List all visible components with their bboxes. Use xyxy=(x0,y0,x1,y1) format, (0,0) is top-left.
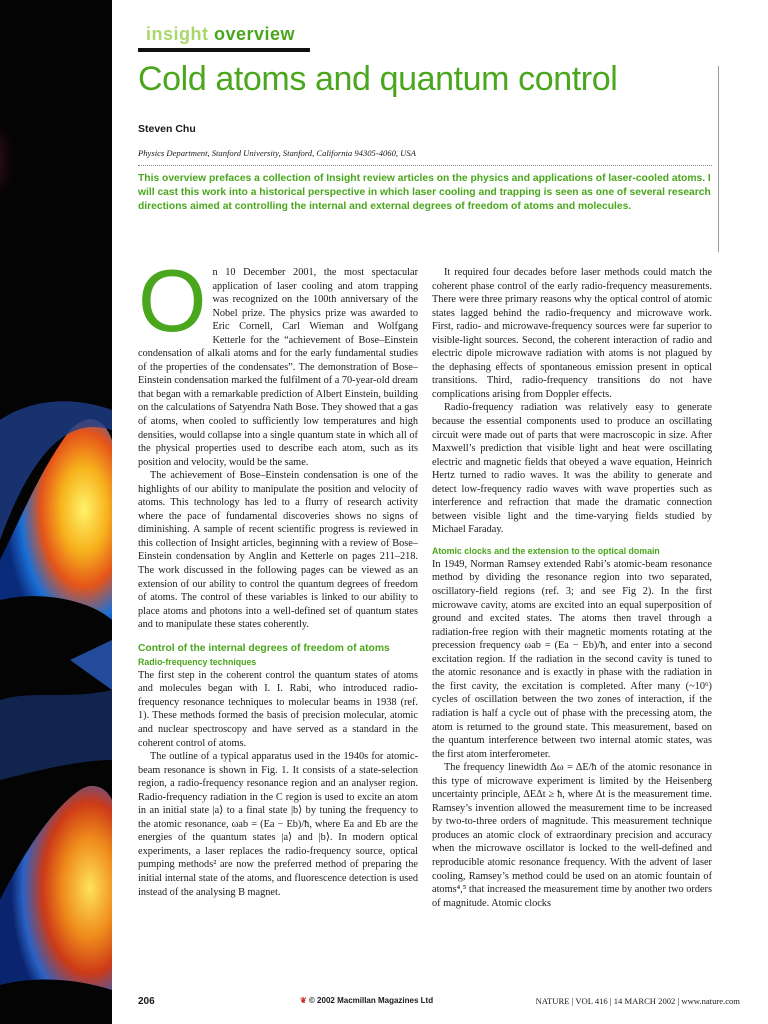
copyright-line xyxy=(300,996,433,1005)
section-heading: Control of the internal degrees of freedom of atoms xyxy=(138,642,390,654)
subsection-heading: Radio-frequency techniques xyxy=(138,656,257,667)
paragraph: The achievement of Bose–Einstein condensation is one of the highlights of our ability to manipulate the position and velocity of atoms. This technology has led to a flurry of research activity where the pace of fundamental discoveries shows no signs of diminishing. A sample of recent scientific progress is reviewed in this collection of Insight articles, beginning with a review of Bose–Einstein condensation by Anglin and Ketterle on pages 211–218. The work discussed in the following pages can be viewed as an extension of our ability to control the quantum degrees of freedom of atoms. The control of these variables is linked to our ability to place atoms and photons into a well-defined set of quantum states and to manipulate these states coherently. xyxy=(138,470,418,631)
paragraph: The outline of a typical apparatus used in the 1940s for atomic-beam resonance is shown in Fig. 1. It consists of a state-selection region, a radio-frequency resonance region and an analyser region. Radio-frequency radiation in the C region is used to excite an atom in an initial state |a⟩ to a final state |b⟩ by tuning the frequency to the atomic resonance, ωab = (Ea − Eb)/ħ, where Ea and Eb are the energies of the quantum states |a⟩ and |b⟩. In modern optical experiments, a laser replaces the radio-frequency source, optical pumping methods² are now the preferred method of preparing the initial internal state of the atoms, and fluorescence detection is used instead of the analysing B magnet. xyxy=(138,751,418,898)
author-affiliation: Physics Department, Stanford University, Stanford, California 94305-4060, USA xyxy=(138,148,416,158)
paragraph: The first step in the coherent control the quantum states of atoms and molecules began with I. I. Rabi, who introduced radio-frequency resonance techniques to molecular beams in 1938 (ref. 1). These methods formed the basis of precision molecular, atomic and nuclear spectroscopy and have served as a standard in the coherent control of atoms. xyxy=(138,669,418,749)
section-kicker xyxy=(146,24,295,45)
paragraph: The frequency linewidth Δω = ΔE/ħ of the atomic resonance in this type of microwave experiment is limited by the Heisenberg uncertainty principle, ΔEΔt ≥ ħ, where Δt is the measurement time. Ramsey’s invention allowed the measurement time to be increased by two-to-three orders of magnitude. This measurement technique produces an atomic clock of extraordinary precision and accuracy when the microwave oscillator is locked to the well-defined and reproducible atomic resonance frequency. With the advent of laser cooling, Ramsey’s method could be used on an atomic fountain of atoms⁴,⁵ that increased the measurement time by another two orders of magnitude. Atomic clocks xyxy=(432,762,712,909)
paragraph: n 10 December 2001, the most spectacular application of laser cooling and atom trapping was recognized on the 100th anniversary of the Nobel prize. The physics prize was awarded to Eric Cornell, Carl Wieman and Wolfgang Ketterle for the “achievement of Bose–Einstein condensation of alkali atoms and for the early fundamental studies of the properties of the condensates”. The demonstration of Bose–Einstein condensation marked the fulfilment of a 70-year-old dream that began with a remarkable prediction of Albert Einstein, building on the calculations of Satyendra Nath Bose. They showed that a gas of atoms, when cooled to sufficiently low temperatures and high densities, would collapse into a single quantum state in which all of the physical properties used to describe each atom, such as its position and velocity, would be the same. xyxy=(138,267,419,468)
page-number: 206 xyxy=(138,996,155,1007)
paragraph: In 1949, Norman Ramsey extended Rabi’s atomic-beam resonance method by dividing the resonance region into two separated, oscillatory-field regions (ref. 3; and see Fig 2). In the first microwave cavity, atoms are excited into an equal superposition of ground and excited states. The atoms then travel through a radiation-free region with their magnetic moments rotating at the precession frequency ωab = (Ea − Eb)/ħ, and enter into a second excitation region. If the radiation in the second cavity is tuned to the atomic resonance and is exactly in phase with the radiation in the first cavity, the excitation is completed. After many (~10⁶) cycles of oscillation between the two zones of interaction, if the radiation is half a cycle out of phase with the precessing atom, the atom is returned to the ground state. This measurement, based on the quantum interference between two internal atomic states, was the first atom interferometer. xyxy=(432,558,712,760)
drop-cap: O xyxy=(138,251,207,350)
abstract-dotted-rule xyxy=(138,165,712,166)
header-vertical-rule xyxy=(718,66,719,252)
abstract: This overview prefaces a collection of Insight review articles on the physics and applications of laser-cooled atoms. I will cast this work into a historical perspective in which laser cooling and trapping is seen as one of several research directions aimed at controlling the internal and external degrees of freedom of atoms and molecules. xyxy=(138,173,711,212)
author-name: Steven Chu xyxy=(138,123,196,135)
kicker-rule xyxy=(138,48,310,52)
article-title: Cold atoms and quantum control xyxy=(138,60,618,98)
paragraph: Radio-frequency radiation was relatively easy to generate because the essential components used to produce an oscillating circuit were made out of parts that were macroscopic in size. After Maxwell’s prediction that visible light and heat were oscillating electric and magnetic fields that obeyed a wave equation, Heinrich Hertz turned to radio waves. It was the ability to generate and detect low-frequency radio waves with wave properties such as interference and refraction that made the dramatic connection between visible light and the time-varying fields studied by Michael Faraday. xyxy=(432,402,712,536)
text-column-left xyxy=(138,251,419,899)
cover-image-sidebar xyxy=(0,0,112,1024)
copyright-text: © 2002 Macmillan Magazines Ltd xyxy=(308,996,434,1005)
kicker-overview: overview xyxy=(214,24,296,44)
text-column-right xyxy=(432,266,712,910)
journal-citation: NATURE | VOL 416 | 14 MARCH 2002 | www.nature.com xyxy=(535,996,740,1006)
bose-einstein-condensate-image xyxy=(0,0,112,1024)
kicker-insight: insight xyxy=(146,24,209,44)
paragraph: It required four decades before laser methods could match the coherent phase control of the early radio-frequency measurements. There were three primary reasons why the optical control of atomic states lagged behind the radio-frequency and microwave work. First, radio- and microwave-frequency sources were far superior to visible-light sources. Second, the coherent interaction of radio and electric dipole microwave radiation with atoms is not plagued by the dephasing effects of spontaneous emission present in optical transitions. Third, radio-frequency transitions do not have complications arising from Doppler effects. xyxy=(432,267,712,400)
macmillan-logo-icon: ❦ xyxy=(300,996,307,1005)
subsection-heading: Atomic clocks and the extension to the optical domain xyxy=(432,545,660,556)
